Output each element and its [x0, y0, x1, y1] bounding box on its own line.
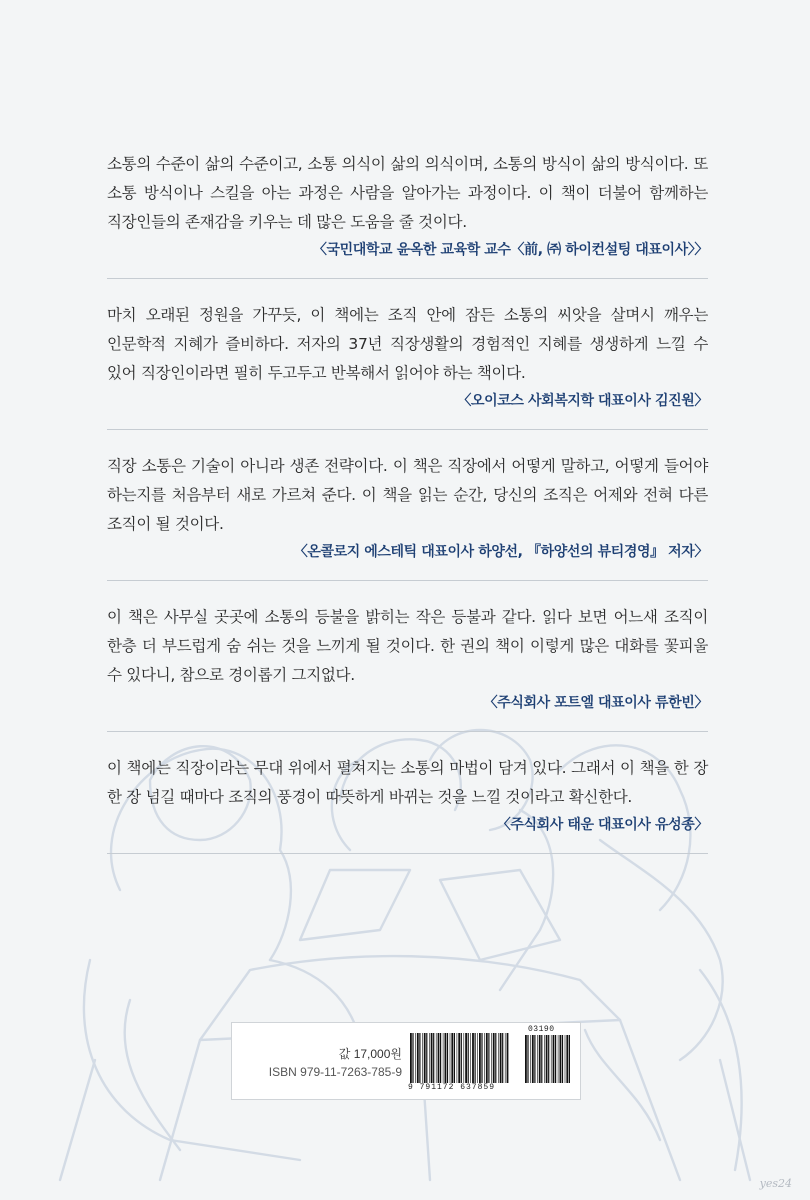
barcode-digits: 9 791172 637859	[408, 1083, 496, 1092]
review-item	[107, 301, 708, 413]
watermark-logo: yes24	[759, 1177, 792, 1190]
review-item	[107, 452, 708, 564]
divider	[107, 278, 708, 279]
divider	[107, 853, 708, 854]
review-source: 〈주식회사 포트엘 대표이사 류한빈〉	[483, 695, 708, 711]
review-text: 이 책은 사무실 곳곳에 소통의 등불을 밝히는 작은 등불과 같다. 읽다 보면 어느새 조직이 한층 더 부드럽게 숨 쉬는 것을 느끼게 될 것이다. 한 권의 책이 이렇게 많은 대화를 꽃피울 수 있다니, 참으로 경이롭기 그지없다.	[107, 608, 708, 684]
review-source: 〈국민대학교 윤옥한 교육학 교수〈前, ㈜ 하이컨설팅 대표이사〉〉	[312, 242, 708, 258]
review-item	[107, 150, 708, 262]
review-item	[107, 603, 708, 715]
addon-barcode	[524, 1035, 570, 1083]
isbn-label: ISBN 979-11-7263-785-9	[268, 1065, 402, 1079]
review-source: 〈주식회사 태운 대표이사 유성종〉	[496, 817, 708, 833]
divider	[107, 731, 708, 732]
review-item	[107, 754, 708, 837]
review-list	[107, 150, 708, 876]
barcode-box	[231, 1022, 581, 1100]
divider	[107, 580, 708, 581]
review-text: 직장 소통은 기술이 아니라 생존 전략이다. 이 책은 직장에서 어떻게 말하고, 어떻게 들어야 하는지를 처음부터 새로 가르쳐 준다. 이 책을 읽는 순간, 당신의 조직은 어제와 전혀 다른 조직이 될 것이다.	[107, 457, 708, 533]
review-source: 〈온콜로지 에스테틱 대표이사 하양선, 『하양선의 뷰티경영』 저자〉	[293, 544, 708, 560]
review-text: 마치 오래된 정원을 가꾸듯, 이 책에는 조직 안에 잠든 소통의 씨앗을 살며시 깨우는 인문학적 지혜가 즐비하다. 저자의 37년 직장생활의 경험적인 지혜를 생생하게 느낄 수 있어 직장인이라면 필히 두고두고 반복해서 읽어야 하는 책이다.	[107, 306, 708, 382]
addon-digits: 03190	[528, 1025, 555, 1034]
divider	[107, 429, 708, 430]
review-source: 〈오이코스 사회복지학 대표이사 김진원〉	[457, 393, 708, 409]
review-text: 소통의 수준이 삶의 수준이고, 소통 의식이 삶의 의식이며, 소통의 방식이 삶의 방식이다. 또 소통 방식이나 스킬을 아는 과정은 사람을 알아가는 과정이다. 이 책이 더불어 함께하는 직장인들의 존재감을 키우는 데 많은 도움을 줄 것이다.	[107, 155, 708, 231]
review-text: 이 책에는 직장이라는 무대 위에서 펼쳐지는 소통의 마법이 담겨 있다. 그래서 이 책을 한 장 한 장 넘길 때마다 조직의 풍경이 따뜻하게 바뀌는 것을 느낄 것이라고 확신한다.	[107, 759, 708, 806]
isbn-barcode	[409, 1033, 509, 1083]
price-label: 값 17,000원	[338, 1047, 402, 1061]
